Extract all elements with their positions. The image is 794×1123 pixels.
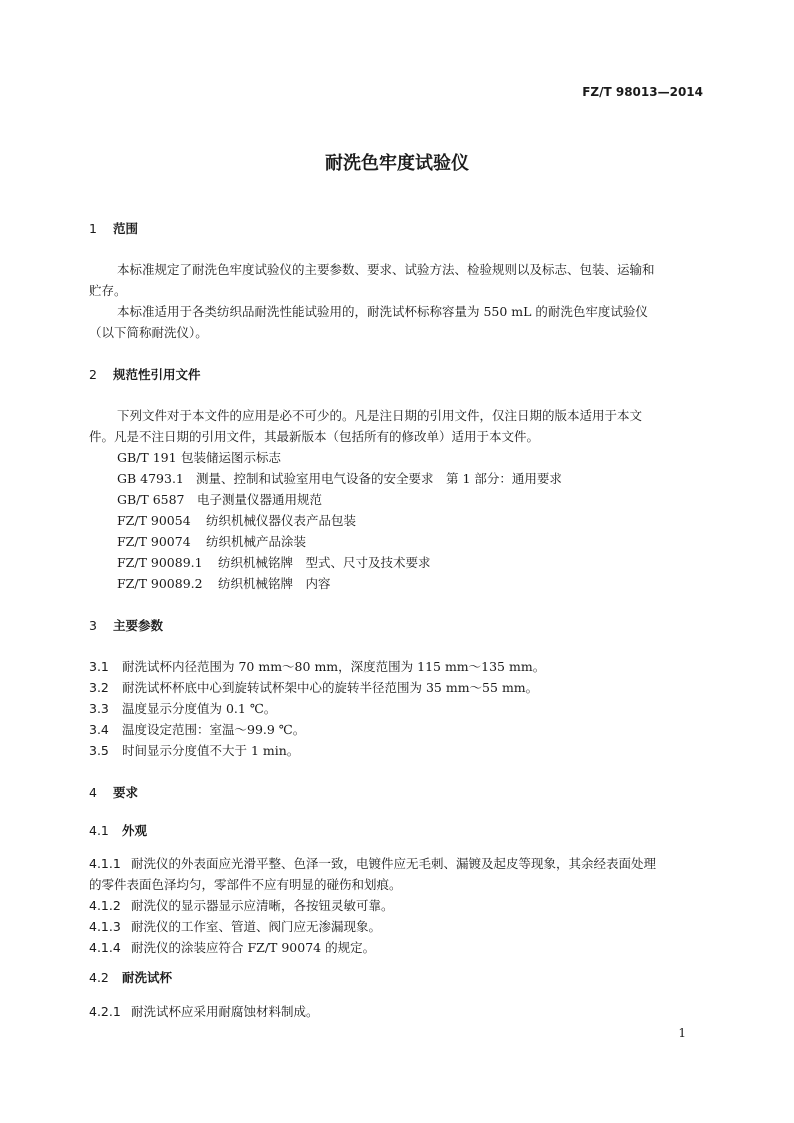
clause-text: 耐洗仪的涂装应符合 FZ/T 90074 的规定。 (131, 940, 376, 955)
subsection-4-2-heading: 耐洗试杯 (122, 970, 173, 985)
clause-text: 时间显示分度值不大于 1 min。 (122, 743, 300, 758)
clause-text: 耐洗仪的工作室、管道、阀门应无渗漏现象。 (131, 919, 382, 934)
clause-text: 温度设定范围：室温～99.9 ℃。 (122, 722, 306, 737)
reference-title: 测量、控制和试验室用电气设备的安全要求 第 1 部分：通用要求 (196, 471, 562, 486)
clause-text: 耐洗试杯内径范围为 70 mm～80 mm，深度范围为 115 mm～135 mm。 (122, 659, 546, 674)
reference-title: 纺织机械产品涂装 (206, 534, 307, 549)
scope-paragraph-2-line-1: 本标准适用于各类纺织品耐洗性能试验用的，耐洗试杯标称容量为 550 mL 的耐洗色牢度试验仪 (117, 304, 648, 319)
clause-number: 4.1.4 (89, 940, 121, 955)
reference-code: FZ/T 90074 (117, 534, 191, 549)
section-1-number: 1 (89, 221, 97, 236)
subsection-4-2-number: 4.2 (89, 970, 109, 985)
clause-number: 4.1.3 (89, 919, 121, 934)
clause-number: 4.2.1 (89, 1004, 121, 1019)
clause-number: 3.4 (89, 722, 109, 737)
reference-code: GB 4793.1 (117, 471, 184, 486)
reference-code: GB/T 191 (117, 450, 177, 465)
section-2-number: 2 (89, 367, 97, 382)
clause-number: 3.1 (89, 659, 109, 674)
clause-number: 3.3 (89, 701, 109, 716)
reference-title: 电子测量仪器通用规范 (197, 492, 323, 507)
clause-text: 温度显示分度值为 0.1 ℃。 (122, 701, 277, 716)
reference-title: 纺织机械铭牌 内容 (218, 576, 331, 591)
reference-code: GB/T 6587 (117, 492, 185, 507)
reference-code: FZ/T 90054 (117, 513, 191, 528)
reference-title: 纺织机械铭牌 型式、尺寸及技术要求 (218, 555, 431, 570)
subsection-4-1-heading: 外观 (122, 823, 148, 838)
subsection-4-1-number: 4.1 (89, 823, 109, 838)
section-4-number: 4 (89, 785, 97, 800)
document-title: 耐洗色牢度试验仪 (325, 153, 469, 174)
references-intro-line-2: 件。凡是不注日期的引用文件，其最新版本（包括所有的修改单）适用于本文件。 (89, 429, 540, 444)
clause-number: 3.5 (89, 743, 109, 758)
section-3-heading: 主要参数 (113, 618, 164, 633)
standard-code: FZ/T 98013—2014 (582, 85, 703, 99)
page-number: 1 (678, 1026, 686, 1040)
reference-title: 包装储运图示标志 (181, 450, 282, 465)
clause-number: 4.1.1 (89, 856, 121, 871)
clause-text: 耐洗仪的显示器显示应清晰，各按钮灵敏可靠。 (131, 898, 394, 913)
section-1-heading: 范围 (113, 221, 139, 236)
clause-text: 耐洗试杯应采用耐腐蚀材料制成。 (131, 1004, 319, 1019)
reference-title: 纺织机械仪器仪表产品包装 (206, 513, 357, 528)
section-4-heading: 要求 (113, 785, 139, 800)
clause-text-line-1: 耐洗仪的外表面应光滑平整、色泽一致，电镀件应无毛刺、漏镀及起皮等现象，其余经表面处理 (131, 856, 657, 871)
references-intro-line-1: 下列文件对于本文件的应用是必不可少的。凡是注日期的引用文件，仅注日期的版本适用于本文 (117, 408, 643, 423)
reference-code: FZ/T 90089.1 (117, 555, 203, 570)
scope-paragraph-1-line-1: 本标准规定了耐洗色牢度试验仪的主要参数、要求、试验方法、检验规则以及标志、包装、运输和 (117, 262, 655, 277)
clause-number: 4.1.2 (89, 898, 121, 913)
clause-number: 3.2 (89, 680, 109, 695)
section-2-heading: 规范性引用文件 (113, 367, 201, 382)
clause-text: 耐洗试杯杯底中心到旋转试杯架中心的旋转半径范围为 35 mm～55 mm。 (122, 680, 539, 695)
section-3-number: 3 (89, 618, 97, 633)
clause-text-line-2: 的零件表面色泽均匀，零部件不应有明显的碰伤和划痕。 (89, 877, 402, 892)
scope-paragraph-1-line-2: 贮存。 (89, 283, 127, 298)
scope-paragraph-2-line-2: （以下简称耐洗仪）。 (89, 325, 208, 340)
reference-code: FZ/T 90089.2 (117, 576, 203, 591)
